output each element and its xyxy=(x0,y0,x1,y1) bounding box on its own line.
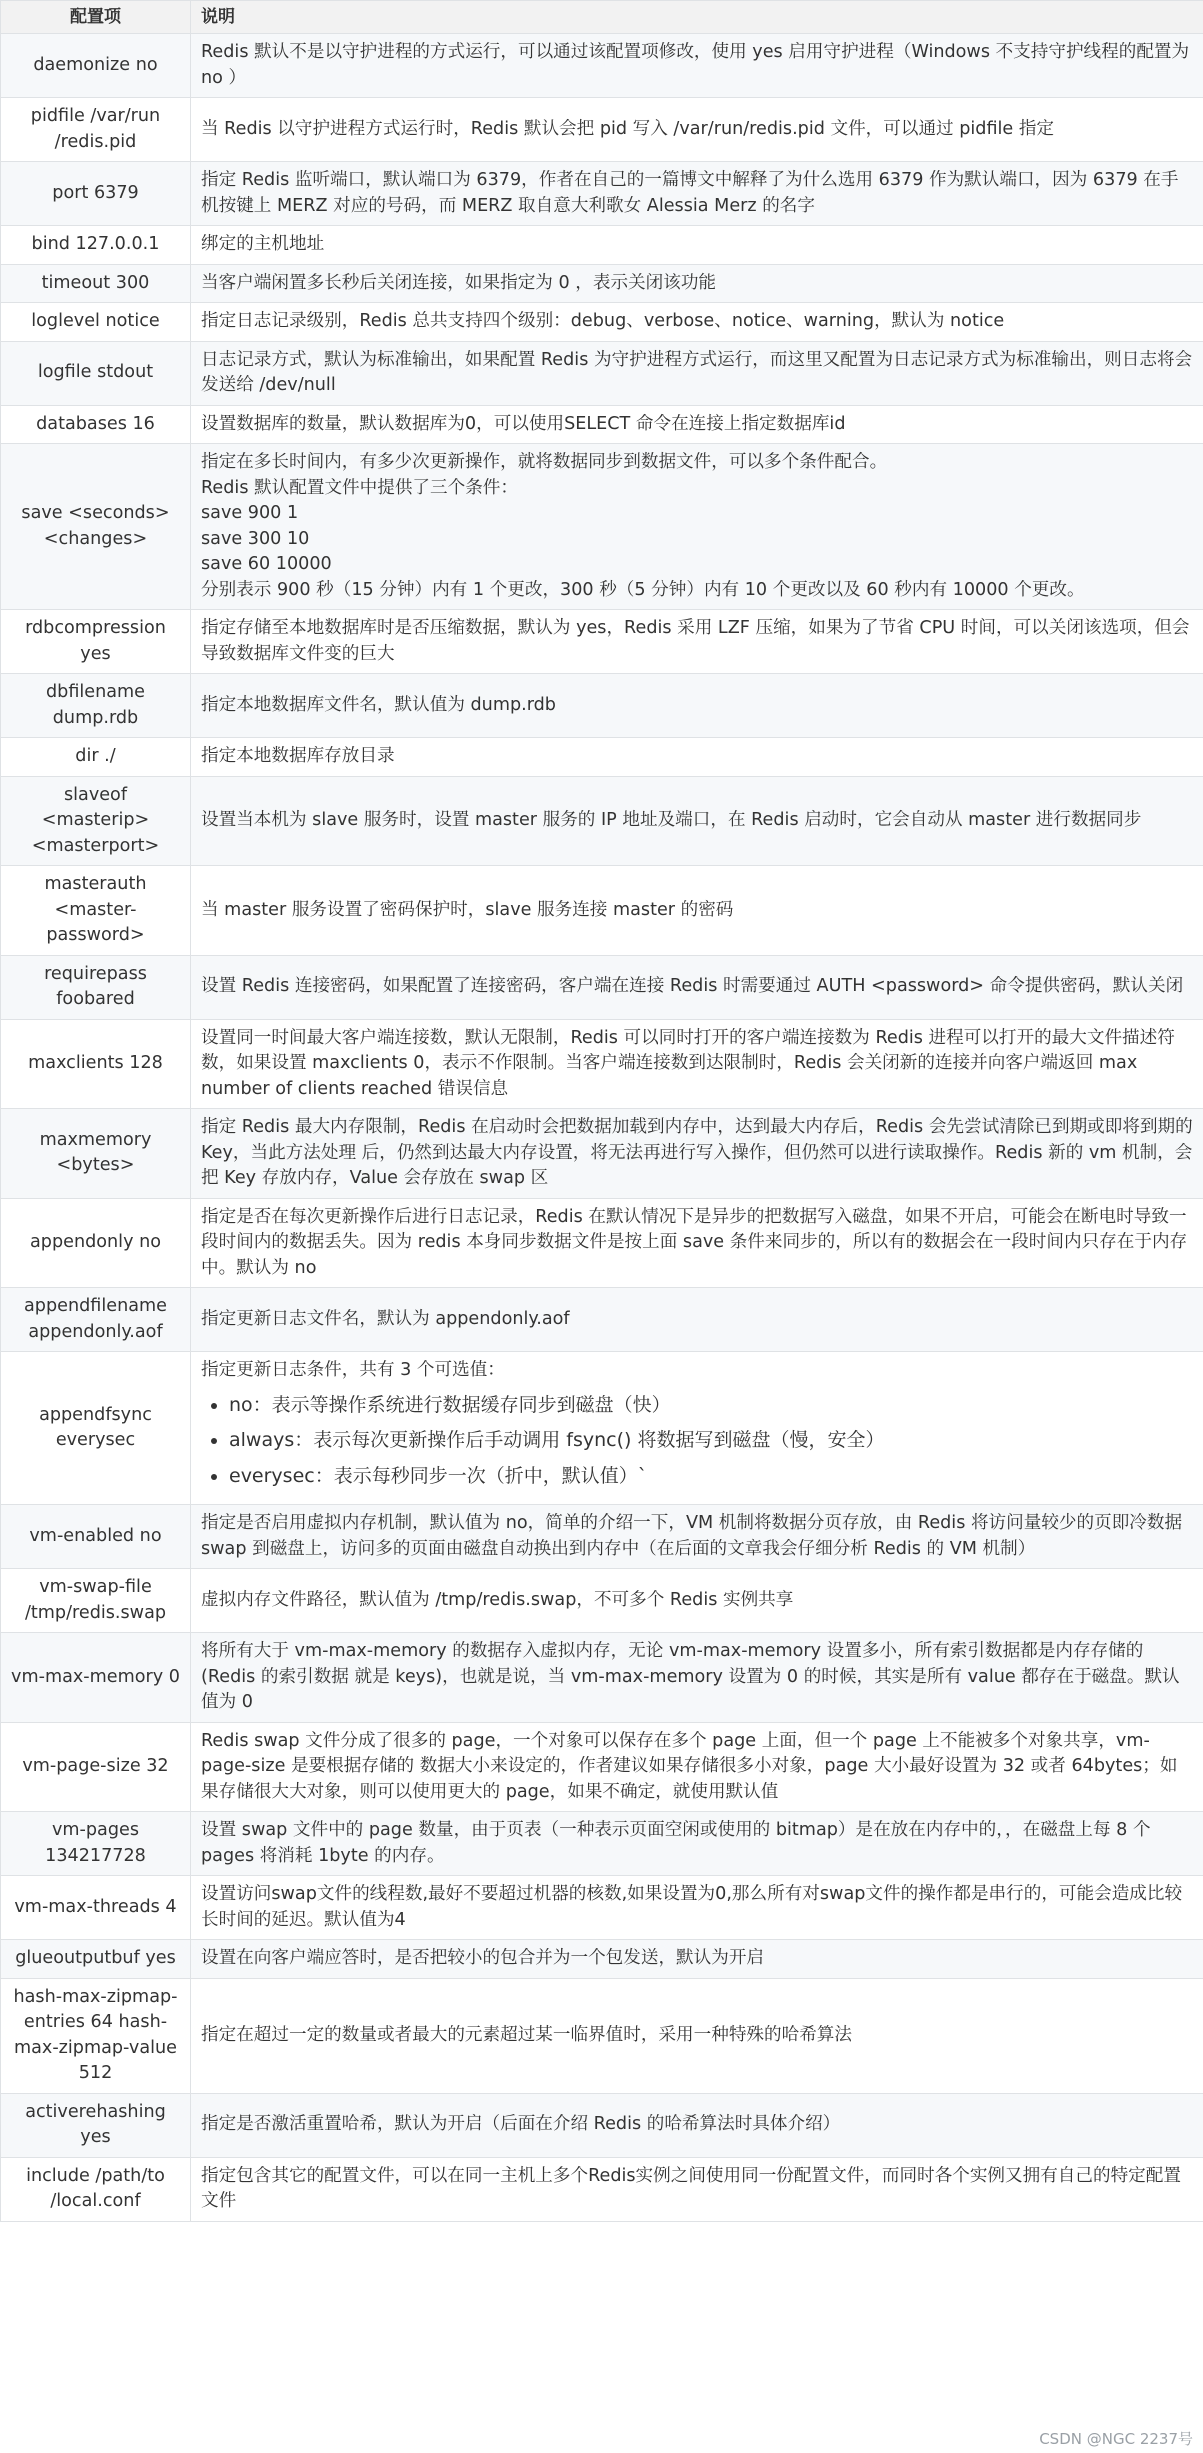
table-header-row xyxy=(1,1,1203,34)
header-description: 说明 xyxy=(191,1,1203,34)
table-row xyxy=(1,226,1203,265)
config-description: 指定本地数据库存放目录 xyxy=(191,738,1203,777)
option-list-item: • everysec：表示每秒同步一次（折中，默认值）` xyxy=(229,1463,1193,1491)
config-key: appendfsync everysec xyxy=(1,1352,191,1505)
config-description: 指定 Redis 最大内存限制，Redis 在启动时会把数据加载到内存中，达到最大内存后，Redis 会先尝试清除已到期或即将到期的 Key，当此方法处理 后，仍然到达最大内存设置，将无法再进行写入操作，但仍然可以进行读取操作。Redis 新的 vm 机制，会把 Key 存放内存，Value 会存放在 swap 区 xyxy=(191,1109,1203,1199)
description-intro: 指定更新日志条件，共有 3 个可选值： xyxy=(201,1360,505,1380)
table-body xyxy=(1,34,1203,2222)
table-row xyxy=(1,98,1203,162)
config-key: save <seconds> <changes> xyxy=(1,444,191,610)
config-description xyxy=(191,1352,1203,1505)
config-key: appendfilename appendonly.aof xyxy=(1,1288,191,1352)
config-description: 设置同一时间最大客户端连接数，默认无限制，Redis 可以同时打开的客户端连接数为 Redis 进程可以打开的最大文件描述符数，如果设置 maxclients 0，表示不作限制。当客户端连接数到达限制时，Redis 会关闭新的连接并向客户端返回 max number of clients reached 错误信息 xyxy=(191,1019,1203,1109)
config-key: vm-swap-file /tmp/redis.swap xyxy=(1,1569,191,1633)
table-row xyxy=(1,162,1203,226)
description-line: save 300 10 xyxy=(201,528,310,549)
table-row xyxy=(1,1569,1203,1633)
config-key: logfile stdout xyxy=(1,341,191,405)
table-row xyxy=(1,1019,1203,1109)
config-description: 将所有大于 vm-max-memory 的数据存入虚拟内存，无论 vm-max-memory 设置多小，所有索引数据都是内存存储的(Redis 的索引数据 就是 keys)，也就是说，当 vm-max-memory 设置为 0 的时候，其实是所有 value 都存在于磁盘。默认值为 0 xyxy=(191,1633,1203,1723)
description-line: Redis 默认配置文件中提供了三个条件： xyxy=(201,477,518,498)
table-row xyxy=(1,1109,1203,1199)
config-description: 当客户端闲置多长秒后关闭连接，如果指定为 0 ，表示关闭该功能 xyxy=(191,264,1203,303)
config-description: 绑定的主机地址 xyxy=(191,226,1203,265)
config-description xyxy=(191,444,1203,610)
option-list xyxy=(201,1392,1193,1491)
config-description: 设置数据库的数量，默认数据库为0，可以使用SELECT 命令在连接上指定数据库id xyxy=(191,405,1203,444)
config-description: 设置 swap 文件中的 page 数量，由于页表（一种表示页面空闲或使用的 bitmap）是在放在内存中的，，在磁盘上每 8 个 pages 将消耗 1byte 的内存。 xyxy=(191,1812,1203,1876)
config-key: rdbcompression yes xyxy=(1,610,191,674)
table-row xyxy=(1,341,1203,405)
table-row xyxy=(1,264,1203,303)
config-description: 指定存储至本地数据库时是否压缩数据，默认为 yes，Redis 采用 LZF 压缩，如果为了节省 CPU 时间，可以关闭该选项，但会导致数据库文件变的巨大 xyxy=(191,610,1203,674)
watermark: CSDN @NGC 2237号 xyxy=(1039,2430,1193,2448)
config-key: hash-max-zipmap-entries 64 hash-max-zipmap-value 512 xyxy=(1,1978,191,2093)
config-description: 指定包含其它的配置文件，可以在同一主机上多个Redis实例之间使用同一份配置文件，而同时各个实例又拥有自己的特定配置文件 xyxy=(191,2157,1203,2221)
table-row xyxy=(1,738,1203,777)
description-line: save 60 10000 xyxy=(201,554,332,574)
config-key: maxclients 128 xyxy=(1,1019,191,1109)
config-key: maxmemory <bytes> xyxy=(1,1109,191,1199)
config-key: glueoutputbuf yes xyxy=(1,1940,191,1979)
config-key: daemonize no xyxy=(1,34,191,98)
table-row xyxy=(1,1940,1203,1979)
table-row xyxy=(1,776,1203,866)
config-key: include /path/to /local.conf xyxy=(1,2157,191,2221)
config-description: 日志记录方式，默认为标准输出，如果配置 Redis 为守护进程方式运行，而这里又配置为日志记录方式为标准输出，则日志将会发送给 /dev/null xyxy=(191,341,1203,405)
table-row xyxy=(1,610,1203,674)
config-key: appendonly no xyxy=(1,1198,191,1288)
config-description: 设置访问swap文件的线程数,最好不要超过机器的核数,如果设置为0,那么所有对swap文件的操作都是串行的，可能会造成比较长时间的延迟。默认值为4 xyxy=(191,1876,1203,1940)
config-description: 指定日志记录级别，Redis 总共支持四个级别：debug、verbose、notice、warning，默认为 notice xyxy=(191,303,1203,342)
config-description: 当 Redis 以守护进程方式运行时，Redis 默认会把 pid 写入 /var/run/redis.pid 文件，可以通过 pidfile 指定 xyxy=(191,98,1203,162)
option-list-item: • no：表示等操作系统进行数据缓存同步到磁盘（快） xyxy=(229,1392,1193,1420)
config-key: vm-max-memory 0 xyxy=(1,1633,191,1723)
config-description: 设置当本机为 slave 服务时，设置 master 服务的 IP 地址及端口，在 Redis 启动时，它会自动从 master 进行数据同步 xyxy=(191,776,1203,866)
config-description: 指定在超过一定的数量或者最大的元素超过某一临界值时，采用一种特殊的哈希算法 xyxy=(191,1978,1203,2093)
config-description: Redis 默认不是以守护进程的方式运行，可以通过该配置项修改，使用 yes 启用守护进程（Windows 不支持守护线程的配置为 no ） xyxy=(191,34,1203,98)
config-description: 指定更新日志文件名，默认为 appendonly.aof xyxy=(191,1288,1203,1352)
table-row xyxy=(1,1978,1203,2093)
description-line: 分别表示 900 秒（15 分钟）内有 1 个更改，300 秒（5 分钟）内有 10 个更改以及 60 秒内有 10000 个更改。 xyxy=(201,579,1085,600)
table-row xyxy=(1,674,1203,738)
table-row xyxy=(1,34,1203,98)
table-row xyxy=(1,1288,1203,1352)
config-description: 指定是否在每次更新操作后进行日志记录，Redis 在默认情况下是异步的把数据写入磁盘，如果不开启，可能会在断电时导致一段时间内的数据丢失。因为 redis 本身同步数据文件是按上面 save 条件来同步的，所以有的数据会在一段时间内只存在于内存中。默认为 no xyxy=(191,1198,1203,1288)
table-row xyxy=(1,1198,1203,1288)
config-key: bind 127.0.0.1 xyxy=(1,226,191,265)
config-key: loglevel notice xyxy=(1,303,191,342)
config-key: dir ./ xyxy=(1,738,191,777)
description-line: save 900 1 xyxy=(201,503,299,523)
config-description: Redis swap 文件分成了很多的 page，一个对象可以保存在多个 page 上面，但一个 page 上不能被多个对象共享，vm-page-size 是要根据存储的 数据大小来设定的，作者建议如果存储很多小对象，page 大小最好设置为 32 或者 64bytes；如果存储很大大对象，则可以使用更大的 page，如果不确定，就使用默认值 xyxy=(191,1722,1203,1812)
option-list-item: • always：表示每次更新操作后手动调用 fsync() 将数据写到磁盘（慢，安全） xyxy=(229,1427,1193,1455)
config-description: 设置在向客户端应答时，是否把较小的包合并为一个包发送，默认为开启 xyxy=(191,1940,1203,1979)
config-key: masterauth <master-password> xyxy=(1,866,191,956)
table-row xyxy=(1,866,1203,956)
config-description: 指定 Redis 监听端口，默认端口为 6379，作者在自己的一篇博文中解释了为什么选用 6379 作为默认端口，因为 6379 在手机按键上 MERZ 对应的号码，而 MERZ 取自意大利歌女 Alessia Merz 的名字 xyxy=(191,162,1203,226)
table-row xyxy=(1,955,1203,1019)
config-description: 当 master 服务设置了密码保护时，slave 服务连接 master 的密码 xyxy=(191,866,1203,956)
config-key: vm-max-threads 4 xyxy=(1,1876,191,1940)
config-description: 虚拟内存文件路径，默认值为 /tmp/redis.swap，不可多个 Redis 实例共享 xyxy=(191,1569,1203,1633)
config-key: databases 16 xyxy=(1,405,191,444)
config-key: pidfile /var/run /redis.pid xyxy=(1,98,191,162)
table-row xyxy=(1,405,1203,444)
table-row xyxy=(1,1812,1203,1876)
config-key: activerehashing yes xyxy=(1,2093,191,2157)
config-key: timeout 300 xyxy=(1,264,191,303)
config-key: vm-page-size 32 xyxy=(1,1722,191,1812)
table-row xyxy=(1,2093,1203,2157)
table-row xyxy=(1,1352,1203,1505)
table-row xyxy=(1,2157,1203,2221)
table-row xyxy=(1,1633,1203,1723)
config-key: vm-pages 134217728 xyxy=(1,1812,191,1876)
config-key: slaveof <masterip> <masterport> xyxy=(1,776,191,866)
header-config-item: 配置项 xyxy=(1,1,191,34)
config-description: 指定是否启用虚拟内存机制，默认值为 no，简单的介绍一下，VM 机制将数据分页存放，由 Redis 将访问量较少的页即冷数据 swap 到磁盘上，访问多的页面由磁盘自动换出到内存中（在后面的文章我会仔细分析 Redis 的 VM 机制） xyxy=(191,1505,1203,1569)
config-description: 设置 Redis 连接密码，如果配置了连接密码，客户端在连接 Redis 时需要通过 AUTH <password> 命令提供密码，默认关闭 xyxy=(191,955,1203,1019)
table-row xyxy=(1,1505,1203,1569)
config-key: port 6379 xyxy=(1,162,191,226)
config-key: vm-enabled no xyxy=(1,1505,191,1569)
config-key: requirepass foobared xyxy=(1,955,191,1019)
table-row xyxy=(1,444,1203,610)
description-line: 指定在多长时间内，有多少次更新操作，就将数据同步到数据文件，可以多个条件配合。 xyxy=(201,452,888,472)
config-description: 指定本地数据库文件名，默认值为 dump.rdb xyxy=(191,674,1203,738)
config-description: 指定是否激活重置哈希，默认为开启（后面在介绍 Redis 的哈希算法时具体介绍） xyxy=(191,2093,1203,2157)
config-key: dbfilename dump.rdb xyxy=(1,674,191,738)
table-row xyxy=(1,1876,1203,1940)
table-row xyxy=(1,1722,1203,1812)
table-row xyxy=(1,303,1203,342)
